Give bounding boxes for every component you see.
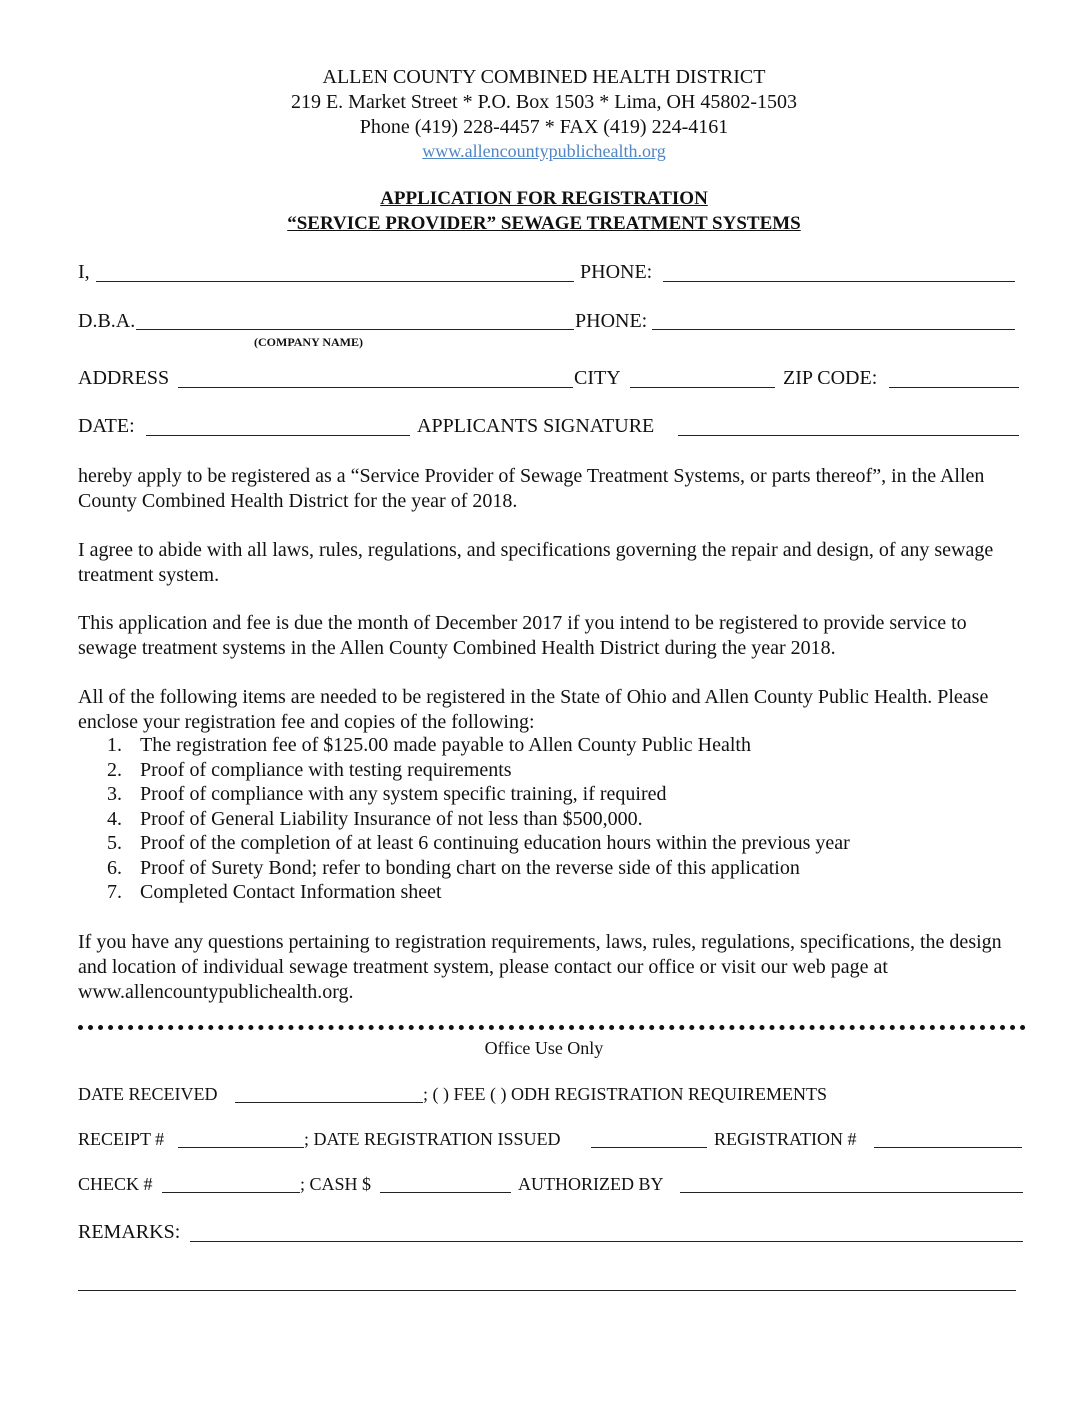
city-label: CITY [574, 367, 621, 389]
office-divider [78, 1025, 1026, 1030]
address-label: ADDRESS [78, 367, 170, 389]
phone-field[interactable] [663, 281, 1015, 282]
company-name-field[interactable] [136, 329, 574, 330]
applicant-name-field[interactable] [96, 281, 574, 282]
company-name-note: (COMPANY NAME) [254, 335, 363, 349]
fee-requirements-label: ; ( ) FEE ( ) ODH REGISTRATION REQUIREMENTS [423, 1084, 827, 1104]
phone2-field[interactable] [652, 329, 1015, 330]
list-item: 6. Proof of Surety Bond; refer to bonding chart on the reverse side of this application [107, 856, 800, 879]
date-field[interactable] [146, 435, 410, 436]
remarks-field[interactable] [190, 1241, 1023, 1242]
signature-field[interactable] [678, 435, 1019, 436]
cash-field[interactable] [380, 1192, 511, 1193]
registration-field[interactable] [874, 1147, 1022, 1148]
check-label: CHECK # [78, 1174, 153, 1194]
authorized-field[interactable] [680, 1192, 1023, 1193]
signature-label: APPLICANTS SIGNATURE [417, 415, 655, 437]
date-issued-label: ; DATE REGISTRATION ISSUED [304, 1129, 561, 1149]
applicant-label: I, [78, 261, 90, 283]
phone-label: PHONE: [580, 261, 653, 283]
date-received-label: DATE RECEIVED [78, 1084, 218, 1104]
authorized-label: AUTHORIZED BY [518, 1174, 664, 1194]
zip-label: ZIP CODE: [783, 367, 878, 389]
phone2-label: PHONE: [575, 310, 648, 332]
list-item: 4. Proof of General Liability Insurance of not less than $500,000. [107, 807, 643, 830]
website-link[interactable]: www.allencountypublichealth.org [422, 141, 666, 161]
remarks-label: REMARKS: [78, 1221, 181, 1243]
org-phone: Phone (419) 228-4457 * FAX (419) 224-4161 [359, 116, 729, 138]
registration-label: REGISTRATION # [714, 1129, 857, 1149]
receipt-label: RECEIPT # [78, 1129, 165, 1149]
address-field[interactable] [178, 387, 573, 388]
paragraph-due: This application and fee is due the month of December 2017 if you intend to be registered to provide service to sewage treatment systems in the Allen County Combined Health District during the year 2018. [78, 612, 967, 659]
org-name: ALLEN COUNTY COMBINED HEALTH DISTRICT [322, 66, 766, 88]
city-field[interactable] [630, 387, 775, 388]
date-issued-field[interactable] [591, 1147, 707, 1148]
list-item: 1. The registration fee of $125.00 made payable to Allen County Public Health [107, 734, 751, 756]
dba-label: D.B.A. [78, 310, 136, 332]
requirements-list [78, 733, 850, 905]
cash-label: ; CASH $ [300, 1174, 372, 1194]
office-use-heading: Office Use Only [484, 1038, 604, 1058]
zip-field[interactable] [889, 387, 1019, 388]
list-item: 7. Completed Contact Information sheet [107, 881, 442, 903]
paragraph-contact: If you have any questions pertaining to registration requirements, laws, rules, regulations, specifications, the design and location of individual sewage treatment system, please contact our office or visit our web page at www.allencountypublichealth.org. [78, 931, 1002, 1003]
list-item: 3. Proof of compliance with any system specific training, if required [107, 783, 667, 805]
remarks-field-line2[interactable] [78, 1290, 1016, 1291]
org-address: 219 E. Market Street * P.O. Box 1503 * Lima, OH 45802-1503 [290, 91, 798, 113]
date-label: DATE: [78, 415, 135, 437]
receipt-field[interactable] [178, 1147, 304, 1148]
list-item: 2. Proof of compliance with testing requirements [107, 758, 512, 781]
date-received-field[interactable] [235, 1102, 423, 1103]
check-field[interactable] [162, 1192, 300, 1193]
form-title: APPLICATION FOR REGISTRATION [380, 188, 708, 209]
paragraph-apply: hereby apply to be registered as a “Service Provider of Sewage Treatment Systems, or parts thereof”, in the Allen County Combined Health District for the year of 2018. [78, 465, 985, 512]
paragraph-requirements: All of the following items are needed to be registered in the State of Ohio and Allen County Public Health. Please enclose your registration fee and copies of the following: [78, 686, 989, 733]
form-subtitle: “SERVICE PROVIDER” SEWAGE TREATMENT SYSTEMS [287, 213, 801, 234]
list-item: 5. Proof of the completion of at least 6 continuing education hours within the previous year [107, 832, 850, 854]
paragraph-agree: I agree to abide with all laws, rules, regulations, and specifications governing the repair and design, of any sewage treatment system. [78, 539, 994, 586]
